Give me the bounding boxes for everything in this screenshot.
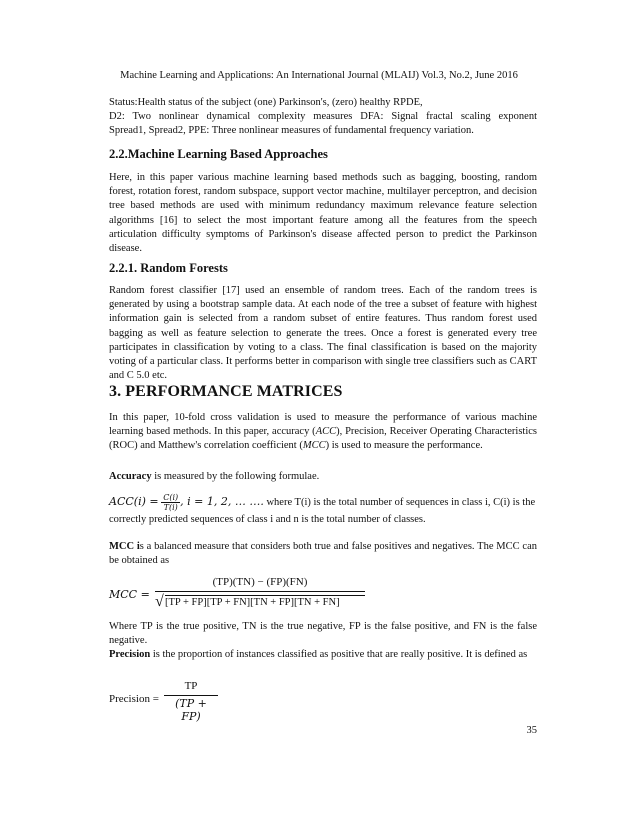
feature-description-block: [109, 96, 537, 139]
accuracy-intro: [109, 470, 537, 484]
section-3-intro: [109, 411, 537, 454]
acc-description-1: where T(i) is the total number of sequences in class i, C(i) is the: [263, 496, 536, 508]
section-heading-2-2: 2.2.Machine Learning Based Approaches: [109, 147, 328, 161]
intro-text-c: ) is used to measure the performance.: [325, 440, 483, 452]
where-definitions: Where TP is the true positive, TN is the true negative, FP is the false positive, and FN is the false negative.: [109, 621, 537, 647]
mcc-lhs: MCC =: [109, 588, 150, 601]
acc-denominator: T(i): [163, 503, 178, 512]
status-line: Status:Health status of the subject (one) Parkinson's, (zero) healthy RPDE,: [109, 97, 423, 108]
intro-text-a: In this paper, 10-fold cross validation is used to measure the performance of various machine learning based methods. In this paper, accuracy (: [109, 412, 537, 438]
d2-line: D2: Two nonlinear dynamical complexity measures DFA: Signal fractal scaling exponent: [109, 111, 537, 123]
accuracy-formula-line: [109, 493, 549, 512]
precision-fraction-bar: [164, 695, 218, 696]
mcc-term: MCC i: [109, 541, 140, 552]
mcc-fraction-bar: [155, 591, 365, 592]
accuracy-term: Accuracy: [109, 471, 152, 482]
mcc-numerator: (TP)(TN) − (FP)(FN): [212, 576, 308, 588]
mcc-intro: [109, 540, 537, 568]
precision-numerator: TP: [184, 680, 198, 692]
section-heading-3: 3. PERFORMANCE MATRICES: [109, 383, 343, 400]
mcc-abbrev: MCC: [302, 440, 326, 452]
journal-header: Machine Learning and Applications: An International Journal (MLAIJ) Vol.3, No.2, June 2016: [120, 70, 518, 81]
section-heading-2-2-1: 2.2.1. Random Forests: [109, 261, 228, 275]
acc-lhs: ACC(i) =: [109, 494, 159, 508]
precision-intro: [109, 648, 537, 662]
mcc-intro-rest: s a balanced measure that considers both true and false positives and negatives. The MCC can be obtained as: [109, 541, 537, 567]
precision-lhs: Precision =: [109, 693, 159, 705]
precision-intro-rest: is the proportion of instances classified as positive that are really positive. It is defined as: [150, 649, 528, 660]
precision-term: Precision: [109, 649, 151, 660]
acc-numerator: C(i): [163, 493, 179, 502]
acc-index: , i = 1, 2, … ….: [180, 494, 264, 508]
intro-text-b: ), Precision, Receiver Operating Characteristics (ROC) and Matthew's correlation coefficient (: [109, 426, 538, 452]
section-2-2-body: Here, in this paper various machine learning based methods such as bagging, boosting, random forest, rotation forest, random subspace, support vector machine, multilayer perceptron, and decision tree based methods are used with minimum redundancy maximum relevance feature selection algorithms [16] to select the most important feature among all the features from the speech articulation difficulty symptoms of Parkinson's disease affected person to predict the Parkinson disease.: [109, 172, 537, 255]
acc-description-2: correctly predicted sequences of class i and n is the total number of classes.: [109, 514, 426, 525]
sqrt-sign: √: [155, 593, 164, 610]
mcc-denominator: [TP + FP][TP + FN][TN + FP][TN + FN]: [165, 595, 365, 608]
precision-denominator: (TP + FP): [175, 697, 207, 723]
spread-line: Spread1, Spread2, PPE: Three nonlinear measures of fundamental frequency variation.: [109, 125, 474, 137]
page-number: 35: [526, 725, 537, 736]
acc-abbrev: ACC: [315, 426, 337, 438]
accuracy-intro-rest: is measured by the following formulae.: [151, 471, 320, 482]
acc-fraction: [161, 493, 180, 512]
section-2-2-1-body: Random forest classifier [17] used an ensemble of random trees. Each of the random trees is generated by using a bootstrap sample data. At each node of the tree a subset of feature with highest information gain is selected from a random subset of entire features. Thus random forest used bagging as well as feature selection to generate the trees. Once a forest is generated every tree participates in classification by voting to a class. The final classification is based on the majority voting of a particular class. It performs better in comparison with single tree classifiers such as CART and C 5.0 etc.: [109, 285, 537, 382]
